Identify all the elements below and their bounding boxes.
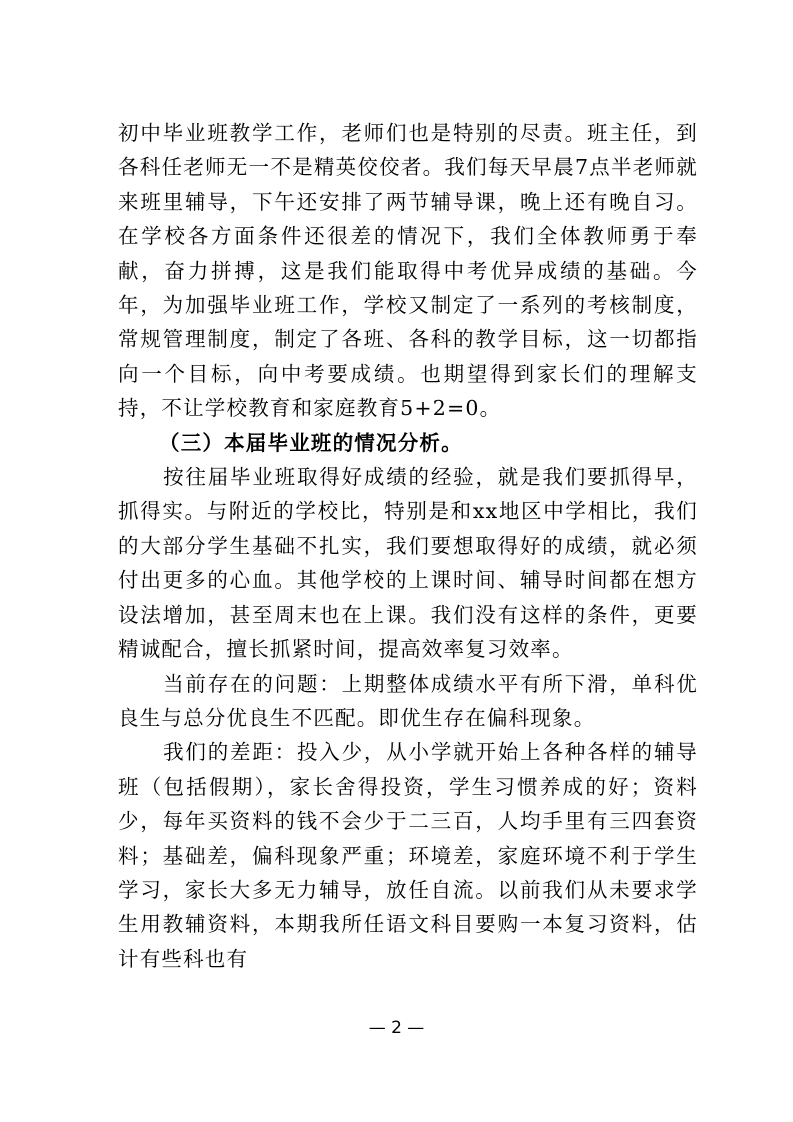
page-number: — 2 — — [368, 1018, 425, 1038]
body-text — [118, 116, 698, 976]
section-heading: （三）本届毕业班的情况分析。 — [159, 430, 463, 455]
paragraph-experience: 按往届毕业班取得好成绩的经验，就是我们要抓得早，抓得实。与附近的学校比，特别是和xx地区中学相比，我们的大部分学生基础不扎实，我们要想取得好的成绩，就必须付出更多的心血。其他学校的上课时间、辅导时间都在想方设法增加，甚至周末也在上课。我们没有这样的条件，更要精诚配合，擅长抓紧时间，提高效率复习效率。 — [118, 465, 698, 662]
paragraph-continued: 初中毕业班教学工作，老师们也是特别的尽责。班主任，到各科任老师无一不是精英佼佼者。我们每天早晨7点半老师就来班里辅导，下午还安排了两节辅导课，晚上还有晚自习。在学校各方面条件还很差的情况下，我们全体教师勇于奉献，奋力拼搏，这是我们能取得中考优异成绩的基础。今年，为加强毕业班工作，学校又制定了一系列的考核制度，常规管理制度，制定了各班、各科的教学目标，这一切都指向一个目标，向中考要成绩。也期望得到家长们的理解支持，不让学校教育和家庭教育5+2=0。 — [118, 121, 698, 421]
paragraph-gaps: 我们的差距：投入少，从小学就开始上各种各样的辅导班（包括假期），家长舍得投资，学生习惯养成的好；资料少，每年买资料的钱不会少于二三百，人均手里有三四套资料；基础差，偏科现象严重；环境差，家庭环境不利于学生学习，家长大多无力辅导，放任自流。以前我们从未要求学生用教辅资料，本期我所任语文科目要购一本复习资料，估计有些科也有 — [118, 740, 698, 971]
paragraph-problems: 当前存在的问题：上期整体成绩水平有所下滑，单科优良生与总分优良生不匹配。即优生存在偏科现象。 — [118, 671, 698, 730]
